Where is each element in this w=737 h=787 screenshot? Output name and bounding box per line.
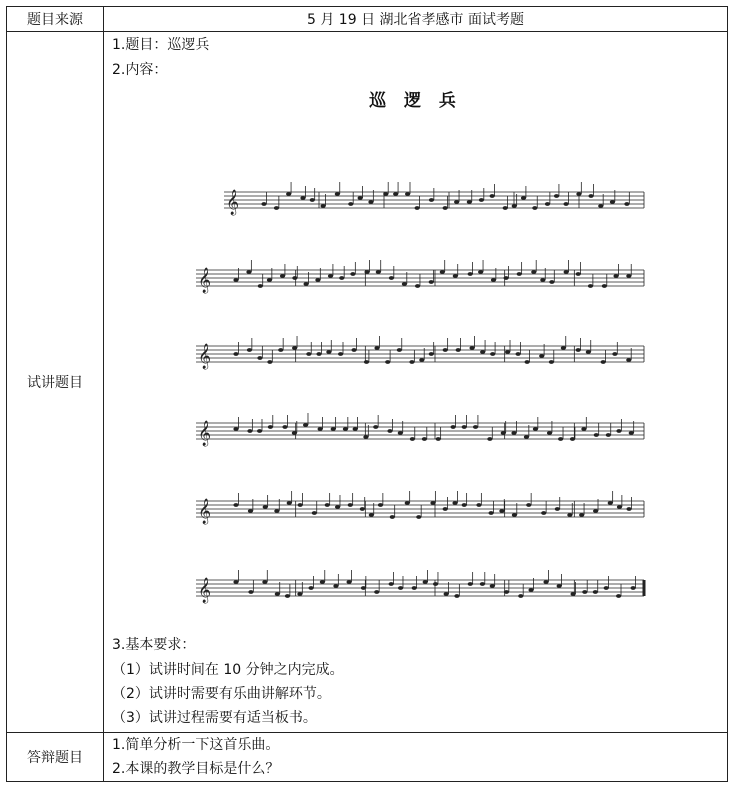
topic-line: 1.题目：巡逻兵 [112,37,210,53]
svg-text:𝄞: 𝄞 [198,578,212,603]
defense-content [104,733,728,782]
source-row [7,7,728,32]
source-value: 5 月 19 日 湖北省孝感市 面试考题 [104,7,728,32]
lecture-content [104,32,728,733]
svg-text:𝄞: 𝄞 [198,499,212,524]
svg-text:𝄞: 𝄞 [198,268,212,293]
question-table [6,6,728,782]
defense-row [7,733,728,782]
lecture-row [7,32,728,733]
sheet-music-image [164,152,664,612]
defense-label: 答辩题目 [7,733,104,782]
score-title: 巡 逻 兵 [369,91,462,111]
svg-text:𝄞: 𝄞 [198,421,212,446]
defense-question: 2.本课的教学目标是什么？ [112,761,280,777]
content-line: 2.内容： [112,62,168,78]
requirements-title: 3.基本要求： [112,637,196,653]
svg-text:𝄞: 𝄞 [226,190,240,215]
requirement-item: （2）试讲时需要有乐曲讲解环节。 [112,686,331,702]
requirement-item: （3）试讲过程需要有适当板书。 [112,710,317,726]
requirement-item: （1）试讲时间在 10 分钟之内完成。 [112,662,344,678]
svg-text:𝄞: 𝄞 [198,344,212,369]
source-label: 题目来源 [7,7,104,32]
defense-question: 1.简单分析一下这首乐曲。 [112,737,280,753]
lecture-label: 试讲题目 [7,32,104,733]
